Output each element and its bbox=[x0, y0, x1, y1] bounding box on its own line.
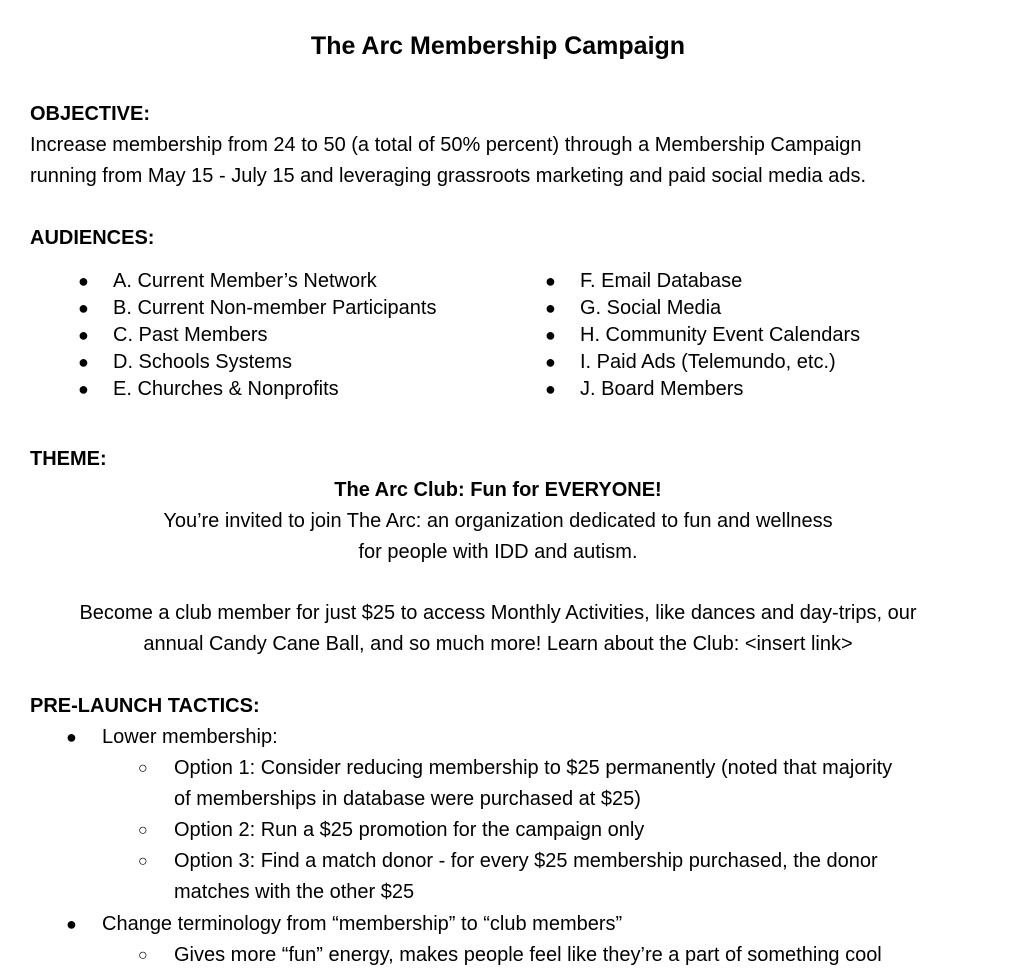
audience-label: B. Current Non-member Participants bbox=[113, 297, 437, 319]
audience-label: H. Community Event Calendars bbox=[580, 324, 861, 346]
audience-label: D. Schools Systems bbox=[113, 351, 292, 373]
tactic-option-2: Option 2: Run a $25 promotion for the campaign only bbox=[174, 819, 645, 841]
bullet-icon: ● bbox=[78, 271, 89, 291]
tactic-option-1-line-1: Option 1: Consider reducing membership to $25 permanently (noted that majority bbox=[174, 757, 893, 779]
objective-line-1: Increase membership from 24 to 50 (a total of 50% percent) through a Membership Campaign bbox=[30, 134, 862, 156]
sub-bullet-icon: ○ bbox=[138, 760, 148, 777]
bullet-icon: ● bbox=[545, 271, 556, 291]
theme-line-4: annual Candy Cane Ball, and so much more! Learn about the Club: <insert link> bbox=[143, 633, 853, 655]
bullet-icon: ● bbox=[545, 298, 556, 318]
sub-bullet-icon: ○ bbox=[138, 853, 148, 870]
audience-label: F. Email Database bbox=[580, 270, 743, 292]
bullet-icon: ● bbox=[545, 379, 556, 399]
objective-line-2: running from May 15 - July 15 and leveraging grassroots marketing and paid social media ads. bbox=[30, 165, 866, 187]
theme-line-2: for people with IDD and autism. bbox=[358, 541, 638, 563]
tactic-option-3-line-2: matches with the other $25 bbox=[174, 881, 415, 903]
bullet-icon: ● bbox=[545, 325, 556, 345]
bullet-icon: ● bbox=[78, 352, 89, 372]
bullet-icon: ● bbox=[66, 914, 77, 934]
audience-label: J. Board Members bbox=[580, 378, 744, 400]
theme-line-3: Become a club member for just $25 to access Monthly Activities, like dances and day-trips, our bbox=[79, 602, 917, 624]
tactic-item-terminology: Change terminology from “membership” to “club members” bbox=[102, 913, 623, 935]
audience-label: G. Social Media bbox=[580, 297, 722, 319]
bullet-icon: ● bbox=[78, 325, 89, 345]
theme-line-1: You’re invited to join The Arc: an organization dedicated to fun and wellness bbox=[163, 510, 833, 532]
prelaunch-heading: PRE-LAUNCH TACTICS: bbox=[30, 695, 260, 717]
bullet-icon: ● bbox=[545, 352, 556, 372]
document-title: The Arc Membership Campaign bbox=[310, 32, 686, 60]
bullet-icon: ● bbox=[66, 727, 77, 747]
tactic-option-1-line-2: of memberships in database were purchased at $25) bbox=[174, 788, 641, 810]
audience-label: I. Paid Ads (Telemundo, etc.) bbox=[580, 351, 836, 373]
objective-heading: OBJECTIVE: bbox=[30, 103, 151, 125]
audience-label: E. Churches & Nonprofits bbox=[113, 378, 339, 400]
sub-bullet-icon: ○ bbox=[138, 947, 148, 964]
sub-bullet-icon: ○ bbox=[138, 822, 148, 839]
audience-label: C. Past Members bbox=[113, 324, 268, 346]
tactic-terminology-note: Gives more “fun” energy, makes people feel like they’re a part of something cool bbox=[174, 944, 882, 966]
bullet-icon: ● bbox=[78, 379, 89, 399]
audiences-heading: AUDIENCES: bbox=[30, 227, 155, 249]
theme-heading: THEME: bbox=[30, 448, 107, 470]
audience-label: A. Current Member’s Network bbox=[113, 270, 377, 292]
tactic-option-3-line-1: Option 3: Find a match donor - for every $25 membership purchased, the donor bbox=[174, 850, 878, 872]
bullet-icon: ● bbox=[78, 298, 89, 318]
tactic-item-lower-membership: Lower membership: bbox=[102, 726, 278, 748]
theme-tagline: The Arc Club: Fun for EVERYONE! bbox=[334, 479, 662, 501]
